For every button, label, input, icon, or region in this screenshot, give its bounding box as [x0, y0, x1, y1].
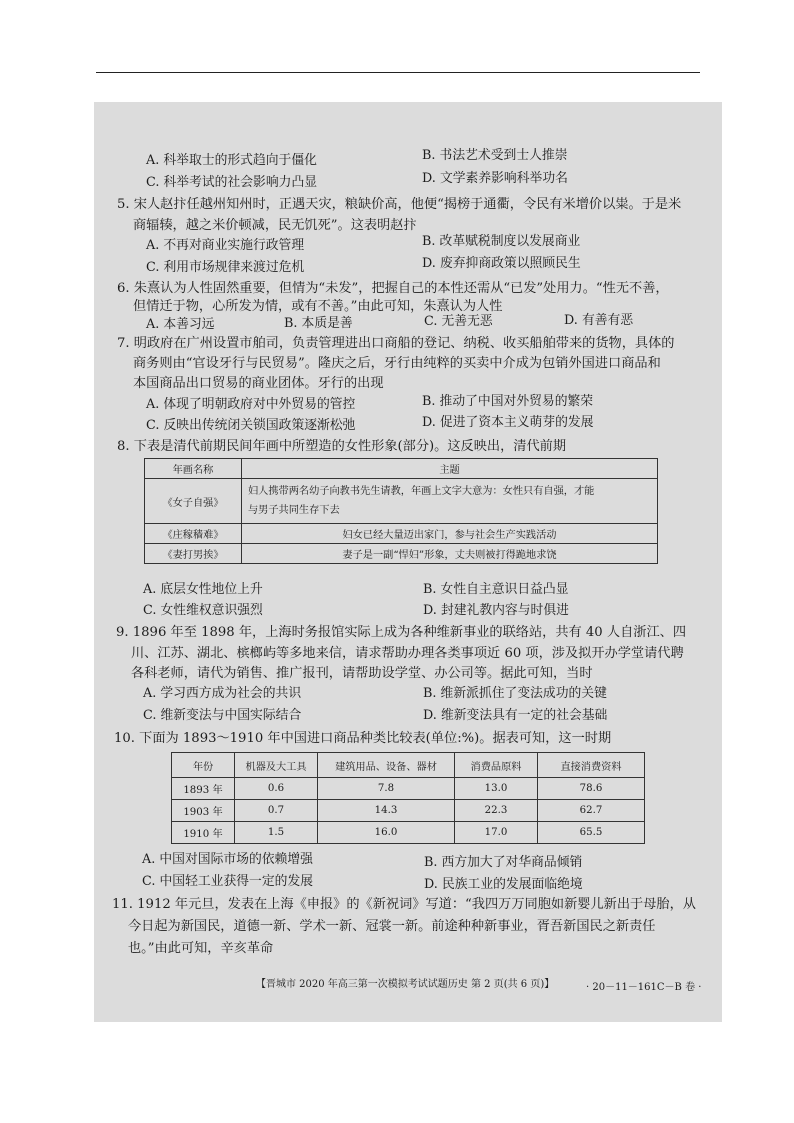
q10-row2-building: 14.3	[318, 800, 455, 822]
q5-option-d[interactable]: D. 废弃抑商政策以照顾民生	[422, 256, 581, 271]
q4-option-d[interactable]: D. 文学素养影响科举功名	[422, 171, 568, 186]
q11-stem-line-3: 也。”由此可知，辛亥革命	[128, 941, 274, 956]
q6-stem-line-2: 但情迁于物，心所发为情，或有不善。”由此可知，朱熹认为人性	[133, 299, 503, 314]
q8-option-b[interactable]: B. 女性自主意识日益凸显	[423, 582, 569, 597]
q8-row1-name: 《女子自强》	[145, 479, 242, 524]
q10-row3-consumer: 65.5	[538, 822, 645, 844]
q11-stem-line-1: 11. 1912 年元旦，发表在上海《申报》的《新祝词》写道：“我四万万同胞如新婴儿新出于母胎，从	[112, 897, 696, 912]
q9-option-b[interactable]: B. 维新派抓住了变法成功的关键	[423, 686, 607, 701]
q9-stem-line-1: 9. 1896 年至 1898 年，上海时务报馆实际上成为各种维新事业的联络站，共有 40 人自浙江、四	[116, 625, 687, 640]
q8-option-d[interactable]: D. 封建礼教内容与时俱进	[423, 603, 569, 618]
q7-option-b[interactable]: B. 推动了中国对外贸易的繁荣	[422, 394, 594, 409]
q4-option-a[interactable]: A. 科举取士的形式趋向于僵化	[146, 153, 317, 168]
q8-row2-name: 《庄稼穑难》	[145, 524, 242, 544]
q10-header-consumer: 直接消费资料	[538, 753, 645, 778]
q9-stem-line-2: 川、江苏、湖北、槟榔屿等多地来信，请求帮助办理各类事项近 60 项，涉及拟开办学堂请代聘	[131, 646, 684, 661]
q5-stem-line-1: 5. 宋人赵抃任越州知州时，正遇天灾，粮缺价高，他便“揭榜于通衢，令民有米增价以粜。于是米	[117, 197, 682, 212]
q10-row1-building: 7.8	[318, 778, 455, 800]
q6-option-a[interactable]: A. 本善习远	[146, 317, 215, 332]
q11-stem-line-2: 今日起为新国民，道德一新、学术一新、冠裳一新。前途种种新事业，胥吾新国民之新责任	[128, 919, 656, 934]
q6-stem-line-1: 6. 朱熹认为人性固然重要，但情为“未发”，把握自己的本性还需从“已发”处用力。“性无不善，	[117, 281, 669, 296]
q10-option-d[interactable]: D. 民族工业的发展面临绝境	[424, 877, 583, 892]
q10-header-building: 建筑用品、设备、器材	[318, 753, 455, 778]
q9-stem-line-3: 各科老师，请代为销售、推广报刊，请帮助设学堂、办公司等。据此可知，当时	[131, 666, 593, 681]
q7-option-a[interactable]: A. 体现了明朝政府对中外贸易的管控	[146, 397, 356, 412]
q8-row1-theme-line2: 与男子共同生存下去	[248, 505, 340, 516]
q10-stem: 10. 下面为 1893～1910 年中国进口商品种类比较表(单位:%)。据表可知，这一时期	[114, 731, 612, 746]
q10-option-b[interactable]: B. 西方加大了对华商品倾销	[424, 855, 583, 870]
q10-row2-machinery: 0.7	[235, 800, 318, 822]
q8-row1-theme-line1: 妇人携带两名幼子向教书先生请教，年画上文字大意为：女性只有自强，才能	[248, 486, 595, 497]
q7-option-c[interactable]: C. 反映出传统闭关锁国政策逐渐松弛	[146, 418, 356, 433]
q7-stem-line-3: 本国商品出口贸易的商业团体。牙行的出现	[133, 376, 384, 391]
q5-stem-line-2: 商辐辏，越之米价顿减，民无饥死”。这表明赵抃	[133, 218, 417, 233]
q10-row1-consumer: 78.6	[538, 778, 645, 800]
q4-option-c[interactable]: C. 科举考试的社会影响力凸显	[146, 175, 318, 190]
q8-table	[144, 458, 658, 564]
q8-row3-theme: 妻子是一副“悍妇”形象，丈夫则被打得跪地求饶	[242, 544, 658, 564]
q10-row1-raw: 13.0	[455, 778, 538, 800]
q8-row1-theme	[242, 479, 658, 524]
q5-option-b[interactable]: B. 改革赋税制度以发展商业	[422, 234, 581, 249]
q10-option-c[interactable]: C. 中国轻工业获得一定的发展	[142, 874, 314, 889]
q8-row3-name: 《妻打男挨》	[145, 544, 242, 564]
q7-option-d[interactable]: D. 促进了资本主义萌芽的发展	[422, 415, 594, 430]
q9-option-c[interactable]: C. 维新变法与中国实际结合	[143, 708, 302, 723]
q10-row3-building: 16.0	[318, 822, 455, 844]
q8-option-c[interactable]: C. 女性维权意识强烈	[143, 603, 263, 618]
footer-exam-info: 【晋城市 2020 年高三第一次模拟考试试题历史 第 2 页(共 6 页)】	[256, 979, 555, 990]
q7-stem-line-1: 7. 明政府在广州设置市舶司，负责管理进出口商船的登记、纳税、收买船舶带来的货物，具体的	[117, 336, 675, 351]
q10-table	[171, 752, 645, 844]
q6-option-b[interactable]: B. 本质是善	[284, 316, 353, 331]
q10-header-year: 年份	[172, 753, 235, 778]
q7-stem-line-2: 商务则由“官设牙行与民贸易”。隆庆之后，牙行由纯粹的买卖中介成为包销外国进口商品和	[133, 356, 661, 371]
q9-option-d[interactable]: D. 维新变法具有一定的社会基础	[423, 708, 608, 723]
q8-row2-theme: 妇女已经大量迈出家门，参与社会生产实践活动	[242, 524, 658, 544]
q10-row3-machinery: 1.5	[235, 822, 318, 844]
q8-header-name: 年画名称	[145, 459, 242, 479]
exam-page	[94, 102, 722, 1022]
q10-header-raw: 消费品原料	[455, 753, 538, 778]
q8-header-theme: 主题	[242, 459, 658, 479]
q10-header-machinery: 机器及大工具	[235, 753, 318, 778]
q6-option-d[interactable]: D. 有善有恶	[564, 313, 634, 328]
q8-option-a[interactable]: A. 底层女性地位上升	[143, 582, 263, 597]
q4-option-b[interactable]: B. 书法艺术受到士人推崇	[422, 148, 568, 163]
q10-row2-raw: 22.3	[455, 800, 538, 822]
q5-option-c[interactable]: C. 利用市场规律来渡过危机	[146, 260, 305, 275]
q9-option-a[interactable]: A. 学习西方成为社会的共识	[143, 686, 302, 701]
q8-stem: 8. 下表是清代前期民间年画中所塑造的女性形象(部分)。这反映出，清代前期	[117, 439, 567, 454]
q10-row1-machinery: 0.6	[235, 778, 318, 800]
q10-row2-year: 1903 年	[172, 800, 235, 822]
footer-paper-code: · 20－11－161C－B 卷 ·	[586, 982, 702, 993]
top-rule	[96, 72, 700, 73]
q10-row3-year: 1910 年	[172, 822, 235, 844]
q10-row1-year: 1893 年	[172, 778, 235, 800]
q10-row3-raw: 17.0	[455, 822, 538, 844]
q10-option-a[interactable]: A. 中国对国际市场的依赖增强	[142, 852, 313, 867]
q10-row2-consumer: 62.7	[538, 800, 645, 822]
q6-option-c[interactable]: C. 无善无恶	[424, 314, 493, 329]
q5-option-a[interactable]: A. 不再对商业实施行政管理	[146, 238, 305, 253]
